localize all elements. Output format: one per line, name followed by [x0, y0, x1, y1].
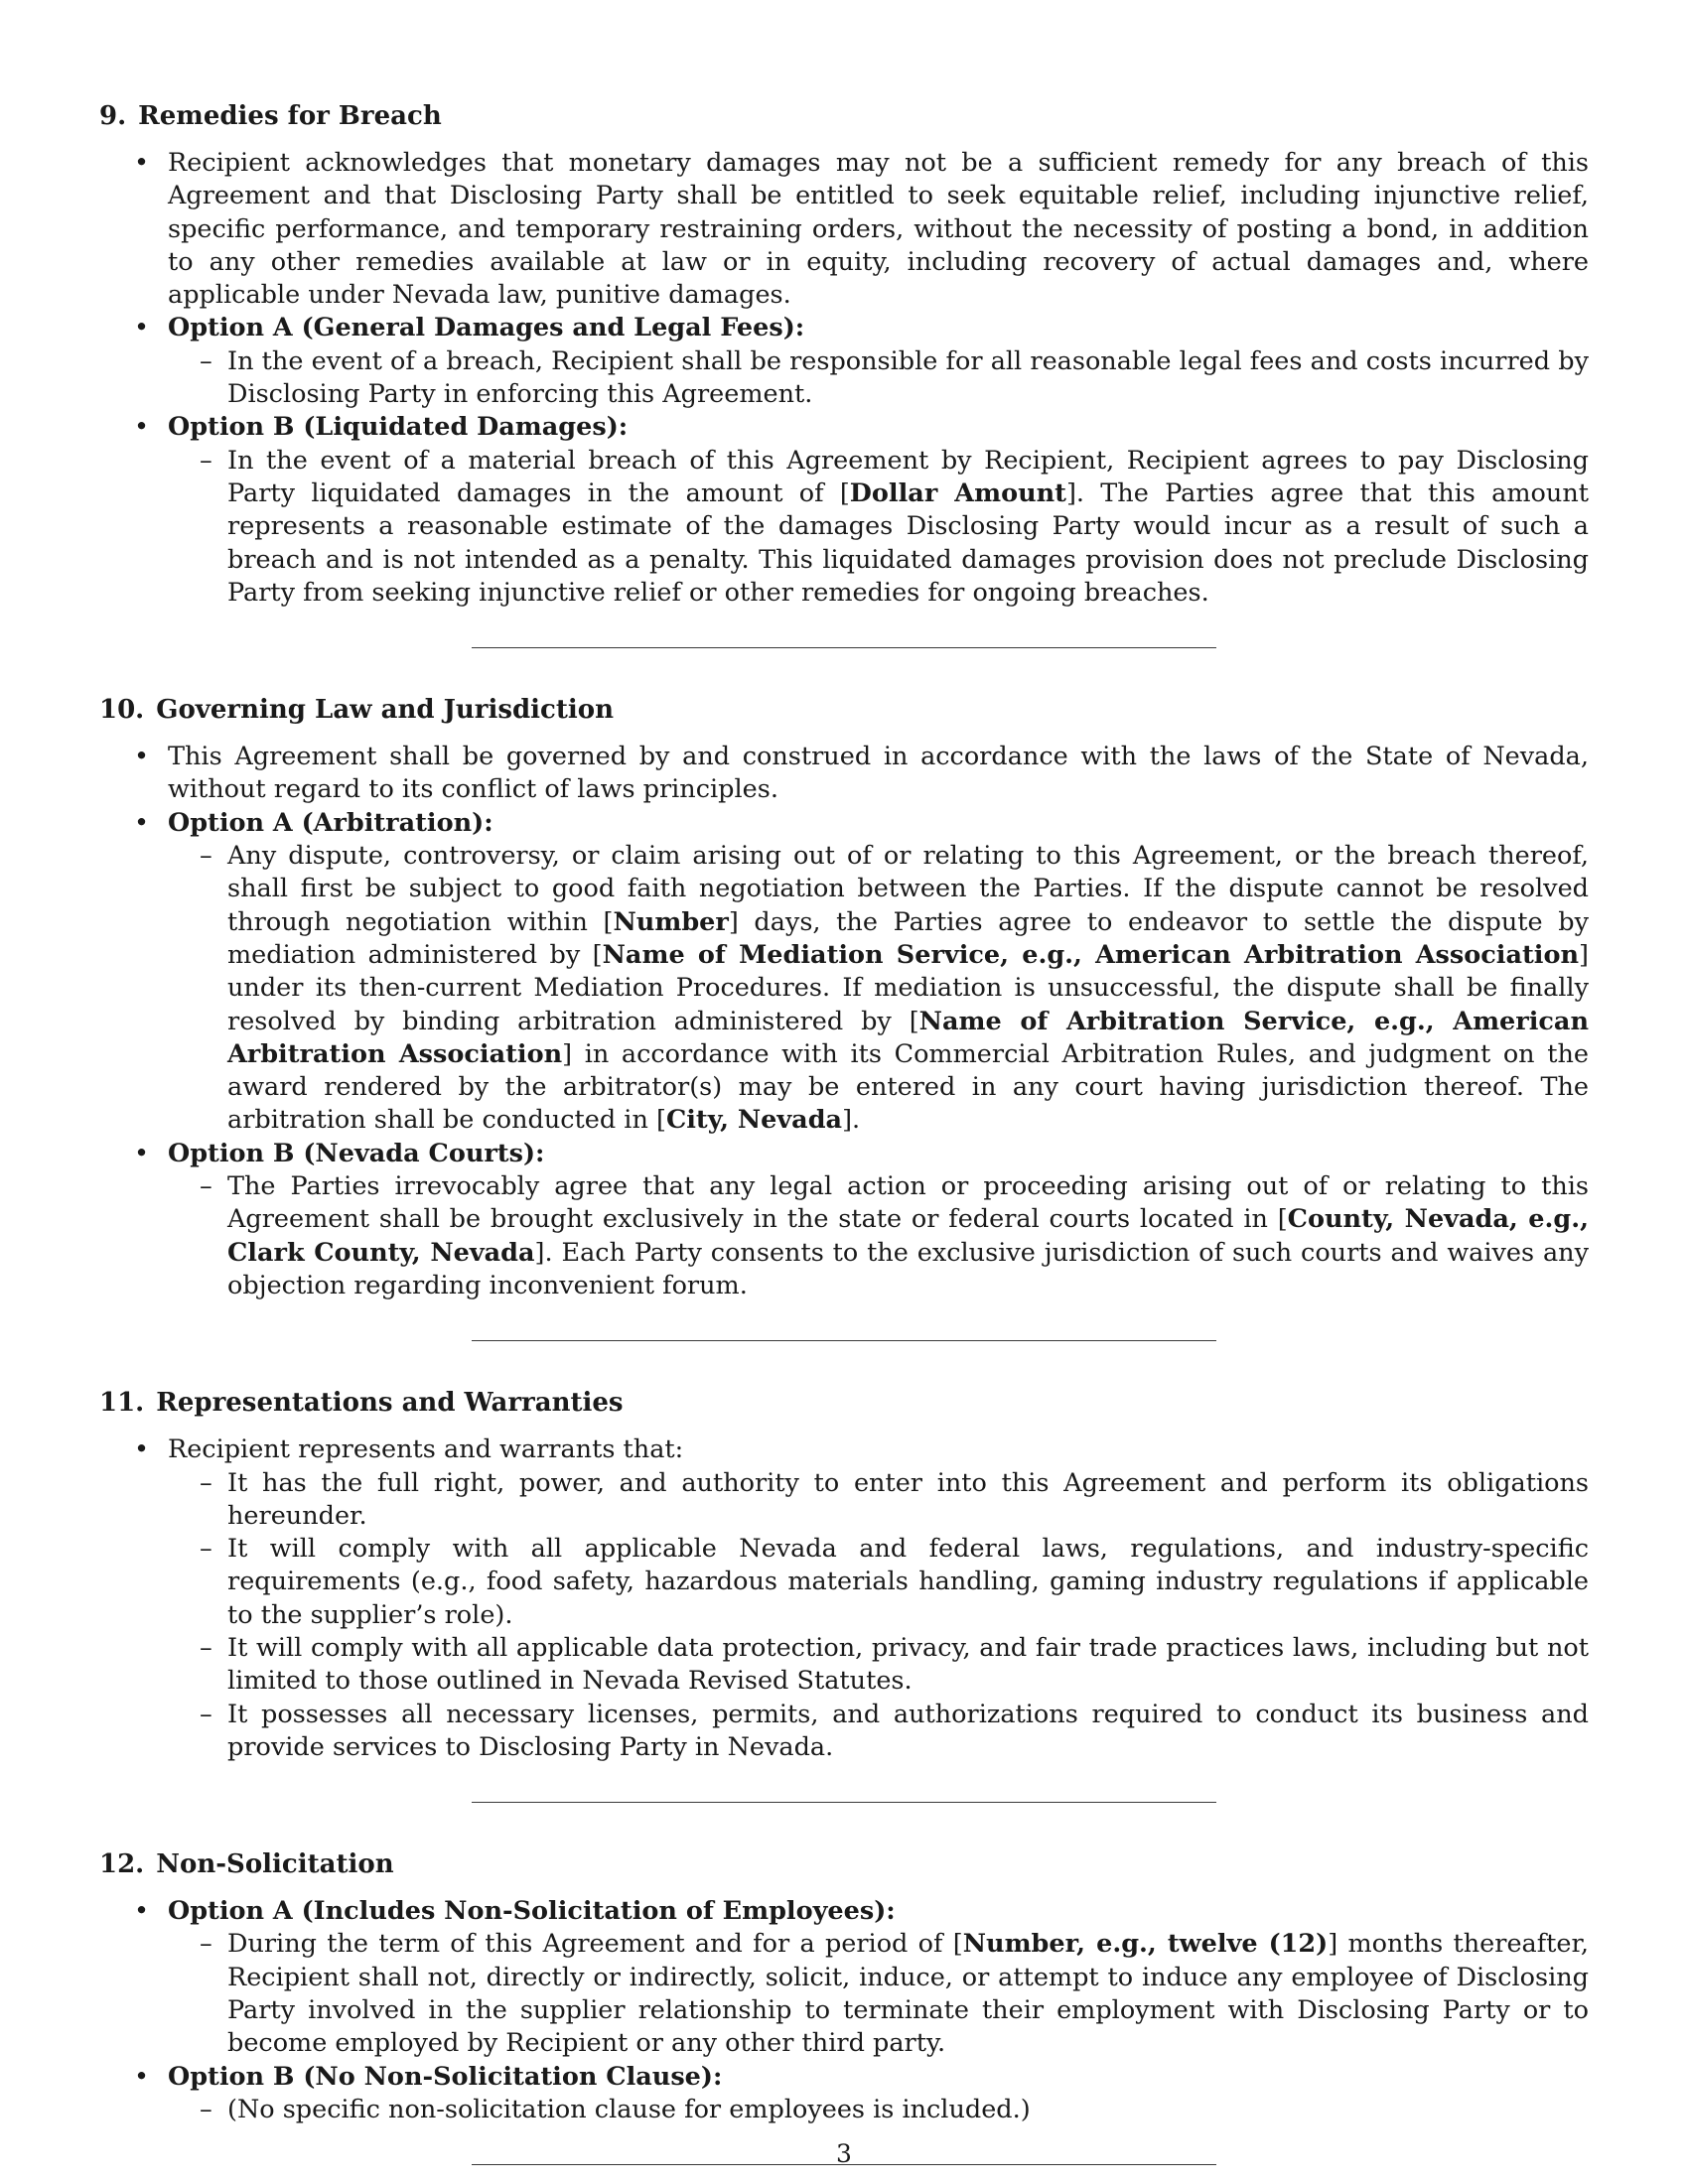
dash-list	[168, 1170, 1589, 1302]
dash-list	[168, 345, 1589, 412]
placeholder-months: Number, e.g., twelve (12)	[962, 1929, 1329, 1960]
section-non-solicitation	[99, 1847, 1589, 2165]
section-number: 11.	[99, 1388, 145, 1419]
section-title: Remedies for Breach	[138, 101, 442, 131]
option-heading: Option B (Liquidated Damages):	[168, 412, 629, 443]
page-content	[99, 99, 1589, 2165]
bullet-item-option-b	[99, 1138, 1589, 1302]
clause-text: ] in accordance with its Commercial Arbitration Rules, and judgment on the award rendered by the arbitrator(s) may be entered in any court having jurisdiction thereof. The arbitration shall be conducted in [	[227, 1038, 1589, 1136]
option-heading: Option B (Nevada Courts):	[168, 1138, 545, 1168]
section-title: Representations and Warranties	[156, 1388, 624, 1419]
section-heading	[99, 1847, 1589, 1881]
bullet-item-option-b	[99, 2061, 1589, 2127]
page-number: 3	[836, 2139, 852, 2168]
section-representations-warranties	[99, 1386, 1589, 1803]
placeholder-county: County, Nevada, e.g., Clark County, Nevada	[227, 1204, 1589, 1268]
dash-list	[168, 445, 1589, 610]
dash-list	[168, 840, 1589, 1138]
dash-item	[168, 445, 1589, 610]
bullet-item-option-a	[99, 312, 1589, 411]
bullet-item-option-a	[99, 807, 1589, 1138]
clause-text: The Parties irrevocably agree that any legal action or proceeding arising out of or relating to this Agreement shall be brought exclusively in the state or federal courts located in [	[227, 1171, 1589, 1235]
dash-item: – It possesses all necessary licenses, permits, and authorizations required to conduct its business and provide services to Disclosing Party in Nevada.	[168, 1699, 1589, 1765]
section-heading	[99, 1386, 1589, 1420]
placeholder-mediation-service: Name of Mediation Service, e.g., American Arbitration Association	[602, 939, 1580, 970]
bullet-list	[99, 147, 1589, 610]
dash-item: – It will comply with all applicable Nevada and federal laws, regulations, and industry-specific requirements (e.g., food safety, hazardous materials handling, gaming industry regulations if applicable to the supplier’s role).	[168, 1533, 1589, 1632]
clause-text: ] under its then-current Mediation Procedures. If mediation is unsuccessful, the dispute shall be finally resolved by binding arbitration administered by [	[227, 939, 1589, 1036]
placeholder-dollar-amount: Dollar Amount	[849, 478, 1066, 508]
placeholder-city: City, Nevada	[665, 1105, 843, 1136]
section-number: 10.	[99, 695, 145, 726]
dash-item	[168, 840, 1589, 1138]
dash-item: – In the event of a breach, Recipient shall be responsible for all reasonable legal fees and costs incurred by Disclosing Party in enforcing this Agreement.	[168, 345, 1589, 412]
clause-text: ]. Each Party consents to the exclusive jurisdiction of such courts and waives any objection regarding inconvenient forum.	[227, 1237, 1589, 1300]
bullet-item: • Recipient acknowledges that monetary damages may not be a sufficient remedy for any breach of this Agreement and that Disclosing Party shall be entitled to seek equitable relief, including injunctive relief, specific performance, and temporary restraining orders, without the necessity of posting a bond, in addition to any other remedies available at law or in equity, including recovery of actual damages and, where applicable under Nevada law, punitive damages.	[99, 147, 1589, 312]
bullet-item-option-a	[99, 1895, 1589, 2060]
clause-text: ].	[842, 1105, 861, 1136]
section-title: Non-Solicitation	[156, 1849, 394, 1880]
section-number: 9.	[99, 101, 127, 131]
dash-item	[168, 1928, 1589, 2060]
bullet-list	[99, 1895, 1589, 2126]
clause-text: ]. The Parties agree that this amount represents a reasonable estimate of the damages Disclosing Party would incur as a result of such a breach and is not intended as a penalty. This liquidated damages provision does not preclude Disclosing Party from seeking injunctive relief or other remedies for ongoing breaches.	[227, 478, 1589, 608]
dash-item: – It has the full right, power, and authority to enter into this Agreement and perform its obligations hereunder.	[168, 1467, 1589, 1534]
bullet-list	[99, 741, 1589, 1302]
bullet-item	[99, 1433, 1589, 1764]
section-remedies-for-breach	[99, 99, 1589, 648]
placeholder-arbitration-service: Name of Arbitration Service, e.g., American Arbitration Association	[227, 1006, 1589, 1069]
clause-text: ] months thereafter, Recipient shall not, directly or indirectly, solicit, induce, or attempt to induce any employee of Disclosing Party involved in the supplier relationship to terminate their employment with Disclosing Party or to become employed by Recipient or any other third party.	[227, 1929, 1590, 2059]
clause-text: ] days, the Parties agree to endeavor to settle the dispute by mediation administered by [	[227, 906, 1589, 970]
option-heading: Option A (Includes Non-Solicitation of Employees):	[168, 1896, 896, 1927]
dash-item: – It will comply with all applicable data protection, privacy, and fair trade practices laws, including but not limited to those outlined in Nevada Revised Statutes.	[168, 1632, 1589, 1699]
dash-item: – (No specific non-solicitation clause for employees is included.)	[168, 2094, 1589, 2126]
bullet-intro-text: Recipient represents and warrants that:	[168, 1434, 684, 1465]
clause-text: Any dispute, controversy, or claim arising out of or relating to this Agreement, or the breach thereof, shall first be subject to good faith negotiation between the Parties. If the dispute cannot be resolved through negotiation within [	[227, 841, 1589, 937]
clause-text: During the term of this Agreement and for a period of [	[227, 1929, 963, 1960]
dash-list	[168, 1928, 1589, 2060]
section-heading	[99, 693, 1589, 727]
bullet-item-option-b	[99, 411, 1589, 610]
dash-list	[168, 1467, 1589, 1765]
section-heading	[99, 99, 1589, 133]
option-heading: Option A (General Damages and Legal Fees):	[168, 313, 805, 343]
dash-list	[168, 2094, 1589, 2126]
dash-item	[168, 1170, 1589, 1302]
bullet-list	[99, 1433, 1589, 1764]
section-title: Governing Law and Jurisdiction	[156, 695, 615, 726]
clause-text: In the event of a material breach of this Agreement by Recipient, Recipient agrees to pay Disclosing Party liquidated damages in the amount of [	[227, 445, 1589, 508]
option-heading: Option B (No Non-Solicitation Clause):	[168, 2061, 723, 2092]
placeholder-number: Number	[613, 906, 729, 937]
bullet-item: • This Agreement shall be governed by and construed in accordance with the laws of the State of Nevada, without regard to its conflict of laws principles.	[99, 741, 1589, 807]
option-heading: Option A (Arbitration):	[168, 807, 493, 838]
section-governing-law	[99, 693, 1589, 1341]
section-number: 12.	[99, 1849, 145, 1880]
